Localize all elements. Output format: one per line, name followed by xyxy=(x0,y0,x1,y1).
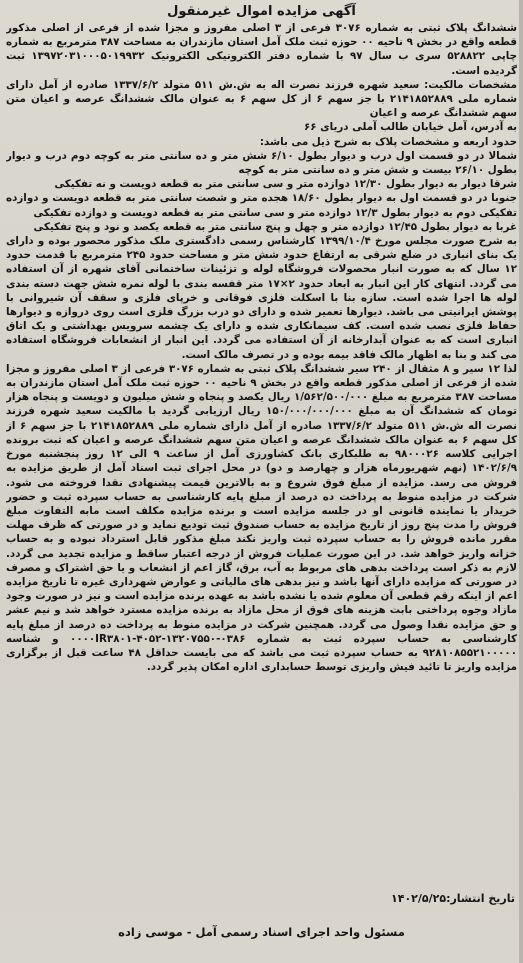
notice-paragraph: به شرح صورت مجلس مورخ ۱۳۹۹/۱۰/۴ کارشناس رسمی دادگستری ملک مذکور محصور بوده و دارای یک بنای انباری در ضلع شرقی به ارتفاع حدود شش متر و مساحت حدود ۲۴۵ مترمربع با قدمت حدود ۱۲ سال که به صورت انبار محصولات فروشگاه لوله و تزئینات ساختمانی آقای شهره از آن استفاده می گردد. انتهای کار این انبار به ابعاد حدود ۲×۱۷ متر قفسه بندی با لوله نمره شش جهت دسته بندی لوله ها اجرا شده است. سازه بنا با اسکلت فلزی فوقانی و خرپای فلزی و سقف آن شیروانی با پوشش ایرانیتی می باشد. دیوارها تعمیر شده و دارای دو درب بزرگ فلزی است روی دروازه و دیوارها حفاظ فلزی نصب شده است. کف سیمانکاری شده و دارای یک چشمه سرویس بهداشتی و یک اتاق انباری است که به عنوان آبدارخانه از آن استفاده می گردد. این انبار از انشعابات فروشگاه استفاده می کند و بنا به اظهار مالک فاقد بیمه بوده و در تصرف مالک است. xyxy=(6,235,517,361)
notice-paragraph: شرقا دیوار به دیوار بطول ۱۲/۳۰ دوازده متر و سی سانتی متر به قطعه دویست و نه تفکیکی xyxy=(54,178,517,191)
notice-title: آگهی مزایده اموال غیرمنقول xyxy=(167,4,356,19)
notice-body xyxy=(6,21,517,891)
notice-paragraph: شمالا در دو قسمت اول درب و دیوار بطول ۶/۱۰ شش متر و ده سانتی متر به کوچه دوم درب و دیوار بطول ۲۶/۱۰ بیست و شش متر و ده سانتی متر به کوچه xyxy=(6,149,517,177)
notice-paragraph: غربا به دیوار بطول ۱۲/۴۵ دوازده متر و چهل و پنج سانتی متر به قطعه یکصد و نود و پنج تفکیکی xyxy=(33,220,517,233)
notice-paragraph: جنوبا در دو قسمت اول به دیوار بطول ۱۸/۶۰ هجده متر و شصت سانتی متر به قطعه دویست و دوازده تفکیکی دوم به دیوار بطول ۱۲/۳ دوازده متر و سی سانتی متر به قطعه دویست و دوازده تفکیکی xyxy=(6,192,517,219)
notice-paragraph: لذا ۱۲ سیر و ۸ مثقال از ۲۴۰ سیر ششدانگ پلاک ثبتی به شماره ۳۰۷۶ فرعی از ۳ اصلی مفروز و مجزا شده از فرعی از اصلی مذکور قطعه واقع در بخش ۹ ناحیه ۰۰ حوزه ثبت ملک آمل استان مازندران به مساحت ۳۸۷ مترمربع به مبلغ ۱/۵۶۲/۵۰۰/۰۰۰ ریال یکصد و پنجاه و شش میلیون و دویست و پنجاه هزار تومان که ششدانگ آن به مبلغ ۱۵۰/۰۰۰/۰۰۰/۰۰۰ ریال ارزیابی گردید با مالکیت سعید شهره فرزند نصرت اله ش.ش ۵۱۱ متولد ۱۳۳۷/۶/۲ صادره از آمل دارای شماره ملی ۲۱۴۱۸۵۲۸۸۹ با جز سهم ۶ از کل سهم ۶ به عنوان مالک ششدانگ عرصه و اعیان متن سهم ششدانگ عرصه و اعیان که ثبت برونده اجرایی کلاسه ۹۸۰۰۰۲۶ به طلبکاری بانک کشاورزی آمل از ساعت ۹ الی ۱۲ روز پنجشنبه مورخ ۱۴۰۲/۶/۹ (نهم شهریورماه هزار و چهارصد و دو) در محل اجرای ثبت اسناد آمل از طریق مزایده به فروش می رسد. مزایده از مبلغ فوق شروع و به بالاترین قیمت پیشنهادی نقدا فروخته می شود. شرکت در مزایده منوط به پرداخت ده درصد از مبلغ پایه کارشناسی به حساب سپرده ثبت و حضور خریدار یا نماینده قانونی او در جلسه مزایده است و برنده مزایده مکلف است مابه التفاوت مبلغ فروش را مدت پنج روز از تاریخ مزایده به حساب صندوق ثبت تودیع نماید و در صورتی که ظرف مهلت مقرر مانده فروش را به حساب سپرده ثبت واریز نکند مبلغ مذکور قابل استرداد نبوده و به حساب خزانه واریز خواهد شد. در این صورت عملیات فروش از درجه اعتبار ساقط و مزایده تجدید می گردد. لازم به ذکر است پرداخت بدهی های مربوط به آب، برق، گاز اعم از انشعاب و یا حق اشتراک و مصرف در صورتی که مزایده دارای آنها باشد و نیز بدهی های مالیاتی و عوارض شهرداری غیره تا تاریخ مزایده اعم از اینکه رقم قطعی آن معلوم شده یا نشده باشد به عهده برنده مزایده است و نیز در صورت وجود مازاد وجوه پرداختی بابت هزینه های فوق از محل مازاد به برنده مزایده مسترد خواهد شد و نیم عشر و حق مزایده نقدا وصول می گردد. همچنین شرکت در مزایده منوط به پرداخت ده درصد از مبلغ پایه کارشناسی به حساب سپرده ثبت به شماره ۰۳۸۶-۱۳۲۰۷۵۵۰-۴۰۵۲-۰۰۰۰IR۳۸۰۱ و شناسه ۹۲۸۱۰۸۵۵۲۱۰۰۰۰۰ به حساب سپرده ثبت می باشد که می بایست حداقل ۴۸ ساعت قبل از برگزاری مزایده واریز تا تائید فیش واریزی توسط حسابداری اداره امکان پذیر گردد. xyxy=(6,362,517,674)
notice-paragraph: مشخصات مالکیت: سعید شهره فرزند نصرت اله به ش.ش ۵۱۱ متولد ۱۳۳۷/۶/۲ صادره از آمل دارای شماره ملی ۲۱۴۱۸۵۲۸۸۹ با جز سهم ۶ از کل سهم ۶ به عنوان مالک ششدانگ عرصه و اعیان متن سهم ششدانگ عرصه و اعیان xyxy=(6,78,517,120)
notice-paragraph: به آدرس، آمل خیابان طالب آملی دریای ۶۶ xyxy=(304,121,517,134)
notice-paragraph: حدود اربعه و مشخصات پلاک به شرح ذیل می باشد: xyxy=(259,135,517,148)
publish-date: تاریخ انتشار:۱۴۰۲/۵/۲۵ xyxy=(391,892,515,905)
notice-paragraph: ششدانگ پلاک ثبتی به شماره ۳۰۷۶ فرعی از ۳ اصلی مفروز و مجزا شده از فرعی از اصلی مذکور قطعه واقع در بخش ۹ ناحیه ۰۰ حوزه ثبت ملک آمل استان مازندران به مساحت ۳۸۷ مترمربع به شماره چاپی ۵۲۸۸۲۲ سری ب سال ۹۷ با شماره دفتر الکترونیکی الکترونیک ۱۳۹۷۲۰۳۱۰۰۰۵۰۱۹۹۳۲ ثبت گردیده است. xyxy=(6,22,517,77)
page-edge xyxy=(519,0,523,963)
signature-line: مسئول واحد اجرای اسناد رسمی آمل - موسی زاده xyxy=(118,925,405,939)
